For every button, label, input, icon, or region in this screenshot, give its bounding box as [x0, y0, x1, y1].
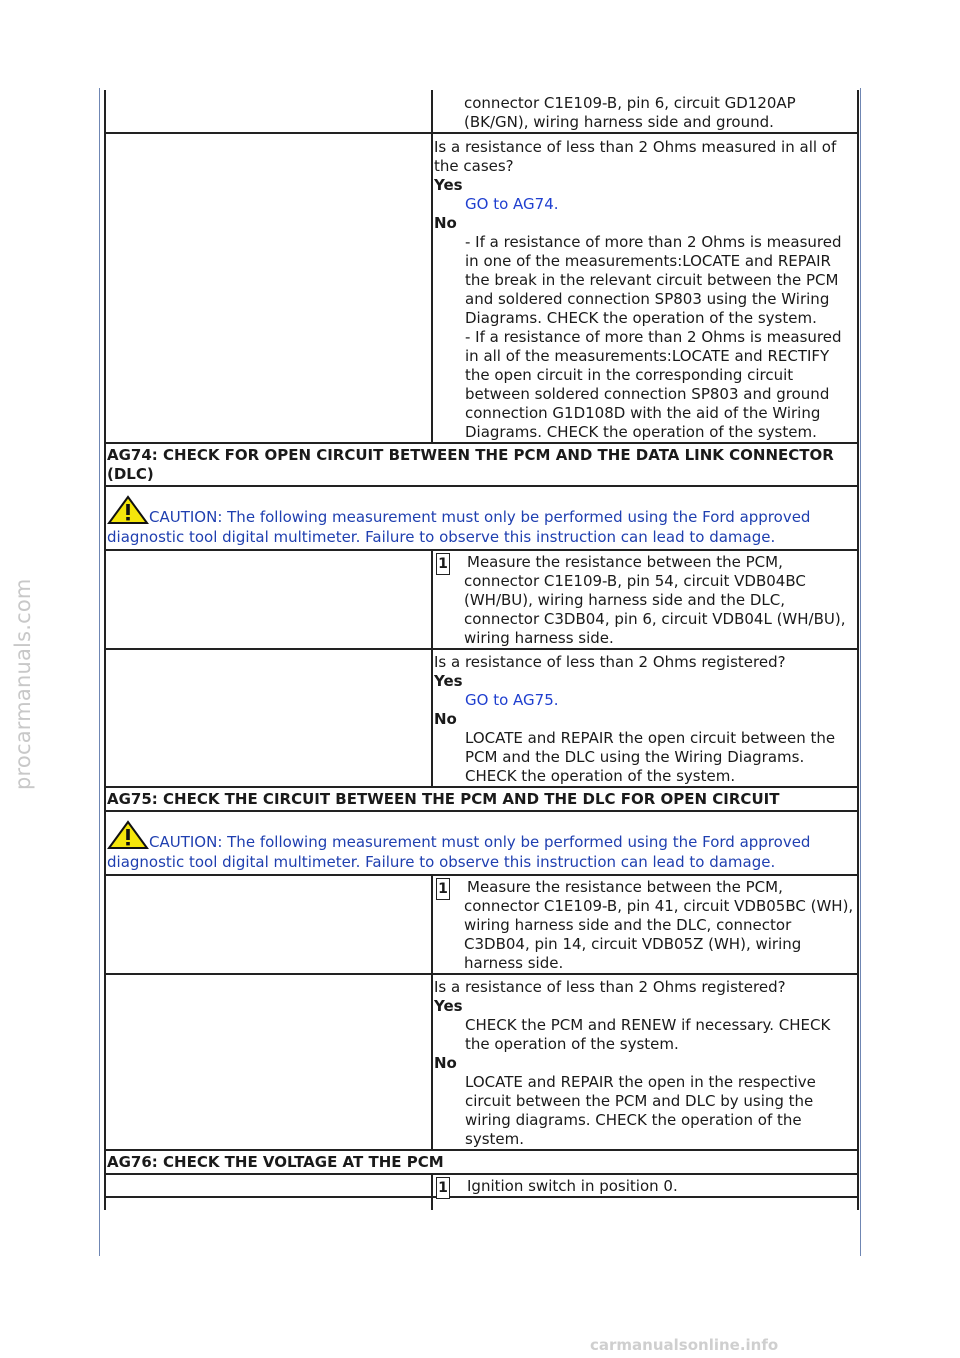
table-row	[106, 90, 857, 134]
table-row	[106, 975, 857, 1151]
yes-label: Yes	[434, 176, 463, 194]
decision-cell	[433, 650, 857, 786]
table-row	[106, 487, 857, 551]
no-label: No	[434, 1054, 457, 1072]
step-number: 1	[436, 553, 450, 575]
table-row	[106, 444, 857, 487]
caution-block	[106, 487, 857, 549]
empty-cell	[106, 551, 433, 648]
question-text: Is a resistance of less than 2 Ohms registered?	[434, 978, 786, 996]
no-action: LOCATE and REPAIR the open circuit between the PCM and the DLC using the Wiring Diagrams. CHECK the operation of the system.	[465, 729, 836, 785]
yes-label: Yes	[434, 672, 463, 690]
footer-watermark: carmanualsonline.info	[590, 1336, 779, 1354]
side-watermark: procarmanuals.com	[11, 578, 35, 790]
step-number: 1	[436, 1177, 450, 1199]
procedure-table	[104, 90, 859, 1210]
empty-cell	[106, 1198, 433, 1210]
empty-cell	[106, 1175, 433, 1196]
measurement-step	[433, 876, 857, 973]
table-row	[106, 812, 857, 876]
table-row	[106, 1175, 857, 1198]
empty-cell	[106, 90, 433, 132]
no-action-2: - If a resistance of more than 2 Ohms is measured in all of the measurements:LOCATE and RECTIFY the open circuit in the corresponding circuit between soldered connection SP803 and ground connection G1D108D with the aid of the Wiring Diagrams. CHECK the operation of the system.	[465, 328, 842, 441]
margin-line-left	[99, 88, 100, 1256]
empty-cell	[106, 876, 433, 973]
no-label: No	[434, 710, 457, 728]
no-action-1: - If a resistance of more than 2 Ohms is measured in one of the measurements:LOCATE and REPAIR the break in the relevant circuit between the PCM and soldered connection SP803 using the Wiring Diagrams. CHECK the operation of the system.	[465, 233, 842, 327]
no-action: LOCATE and REPAIR the open in the respective circuit between the PCM and DLC by using the wiring diagrams. CHECK the operation of the system.	[465, 1073, 816, 1148]
table-row	[106, 876, 857, 975]
warning-triangle-icon	[107, 820, 149, 850]
measurement-step	[433, 551, 857, 648]
table-row	[106, 650, 857, 788]
empty-cell	[106, 134, 433, 442]
step-text-first: Measure the resistance between the PCM,	[467, 878, 783, 896]
goto-ag74-link[interactable]: GO to AG74.	[465, 195, 559, 213]
caution-text: CAUTION: The following measurement must only be performed using the Ford approved diagnostic tool digital multimeter. Failure to observe this instruction can lead to damage.	[107, 508, 811, 546]
measurement-step	[433, 1175, 857, 1196]
table-row	[106, 1198, 857, 1210]
step-text-rest: connector C1E109-B, pin 54, circuit VDB04BC (WH/BU), wiring harness side and the DLC, connector C3DB04, pin 6, circuit VDB04L (WH/BU), wiring harness side.	[464, 572, 846, 647]
caution-block	[106, 812, 857, 874]
step-continuation: connector C1E109-B, pin 6, circuit GD120AP (BK/GN), wiring harness side and ground.	[464, 94, 796, 131]
step-text-rest: connector C1E109-B, pin 41, circuit VDB05BC (WH), wiring harness side and the DLC, connector C3DB04, pin 14, circuit VDB05Z (WH), wiring harness side.	[464, 897, 854, 972]
table-row	[106, 788, 857, 812]
caution-text: CAUTION: The following measurement must only be performed using the Ford approved diagnostic tool digital multimeter. Failure to observe this instruction can lead to damage.	[107, 833, 811, 871]
warning-triangle-icon	[107, 495, 149, 525]
step-text-first: Measure the resistance between the PCM,	[467, 553, 783, 571]
yes-action: CHECK the PCM and RENEW if necessary. CHECK the operation of the system.	[465, 1016, 831, 1053]
table-row	[106, 551, 857, 650]
table-row	[106, 134, 857, 444]
question-text: Is a resistance of less than 2 Ohms registered?	[434, 653, 786, 671]
section-heading-ag76: AG76: CHECK THE VOLTAGE AT THE PCM	[107, 1153, 444, 1171]
table-row	[106, 1151, 857, 1175]
step-text-first: Ignition switch in position 0.	[467, 1177, 678, 1195]
goto-ag75-link[interactable]: GO to AG75.	[465, 691, 559, 709]
section-heading-ag74: AG74: CHECK FOR OPEN CIRCUIT BETWEEN THE PCM AND THE DATA LINK CONNECTOR (DLC)	[107, 446, 834, 483]
margin-line-right	[860, 88, 861, 1256]
empty-cell	[106, 650, 433, 786]
decision-cell	[433, 134, 857, 442]
step-number: 1	[436, 878, 450, 900]
yes-label: Yes	[434, 997, 463, 1015]
decision-cell	[433, 975, 857, 1149]
section-heading-ag75: AG75: CHECK THE CIRCUIT BETWEEN THE PCM AND THE DLC FOR OPEN CIRCUIT	[107, 790, 780, 808]
question-text: Is a resistance of less than 2 Ohms measured in all of the cases?	[434, 138, 837, 175]
no-label: No	[434, 214, 457, 232]
empty-cell	[106, 975, 433, 1149]
